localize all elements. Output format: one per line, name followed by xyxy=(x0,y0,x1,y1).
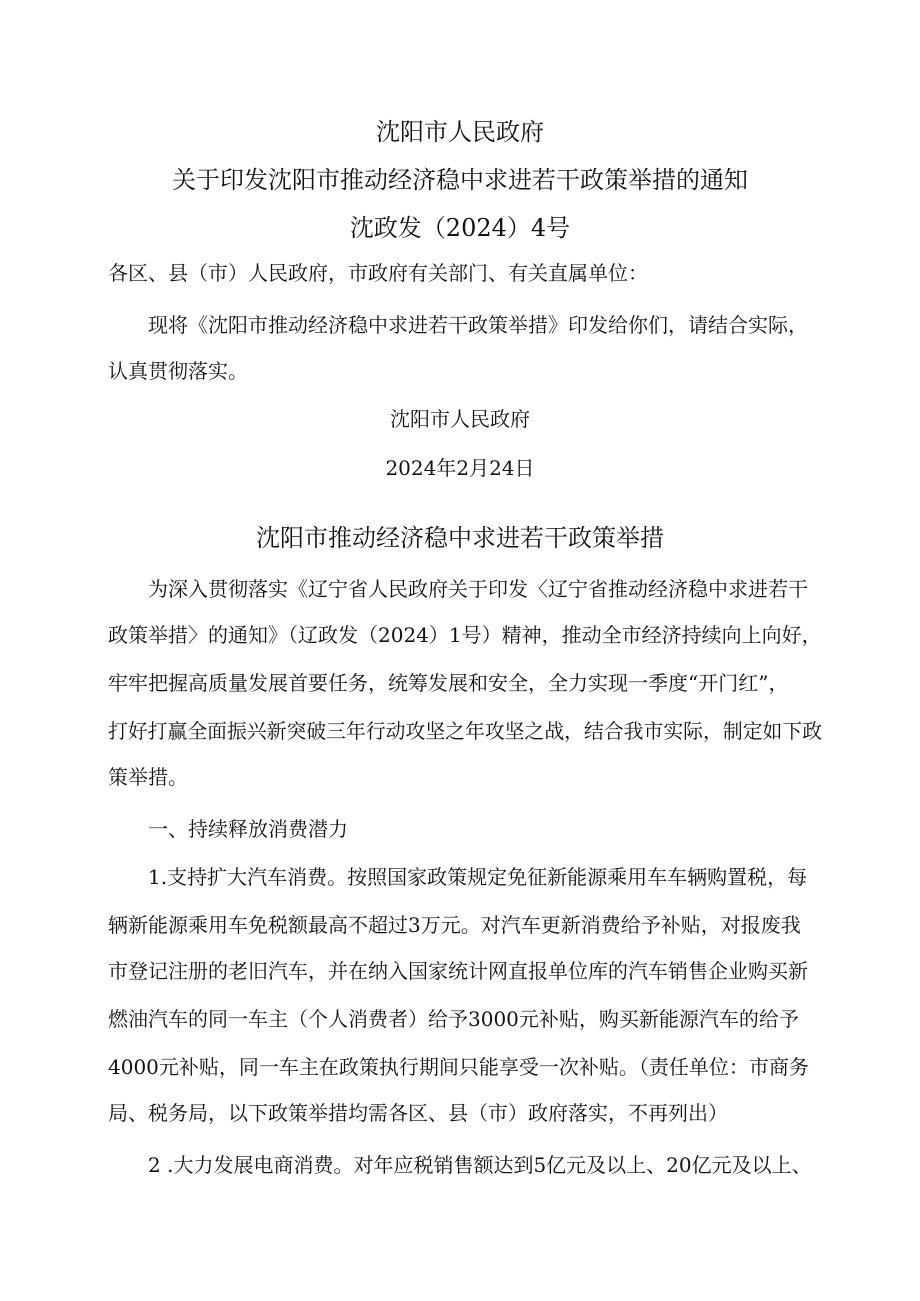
section-heading: 一、持续释放消费潜力 xyxy=(148,817,348,841)
intro-line: 打好打赢全面振兴新突破三年行动攻坚之年攻坚之战，结合我市实际，制定如下政 xyxy=(108,719,823,743)
item1-line: 局、税务局，以下政策举措均需各区、县（市）政府落实，不再列出） xyxy=(108,1101,728,1125)
intro-line: 政策举措〉的通知》（辽政发（2024）1号）精神，推动全市经济持续向上向好， xyxy=(108,623,822,647)
item1-line: 燃油汽车的同一车主（个人消费者）给予3000元补贴，购买新能源汽车的给予 xyxy=(108,1007,799,1031)
signature: 沈阳市人民政府 xyxy=(390,407,530,431)
item1-line: 市登记注册的老旧汽车，并在纳入国家统计网直报单位库的汽车销售企业购买新 xyxy=(108,959,808,983)
document-title: 关于印发沈阳市推动经济稳中求进若干政策举措的通知 xyxy=(172,166,748,194)
notice-body-line: 现将《沈阳市推动经济稳中求进若干政策举措》印发给你们，请结合实际， xyxy=(148,313,808,337)
measures-title: 沈阳市推动经济稳中求进若干政策举措 xyxy=(256,524,664,552)
item1-line: 1.支持扩大汽车消费。按照国家政策规定免征新能源乘用车车辆购置税，每 xyxy=(148,865,808,889)
item1-line: 4000元补贴，同一车主在政策执行期间只能享受一次补贴。（责任单位：市商务 xyxy=(108,1055,809,1079)
item2-line: 2 .大力发展电商消费。对年应税销售额达到5亿元及以上、20亿元及以上、 xyxy=(148,1153,812,1177)
notice-body-line: 认真贯彻落实。 xyxy=(108,359,248,383)
addressee: 各区、县（市）人民政府，市政府有关部门、有关直属单位： xyxy=(108,261,648,285)
document-number: 沈政发（2024）4号 xyxy=(349,214,571,242)
issuer-heading: 沈阳市人民政府 xyxy=(376,118,544,146)
intro-line: 牢牢把握高质量发展首要任务，统筹发展和安全，全力实现一季度“开门红”， xyxy=(108,671,789,695)
intro-line: 策举措。 xyxy=(108,765,188,789)
item1-line: 辆新能源乘用车免税额最高不超过3万元。对汽车更新消费给予补贴，对报废我 xyxy=(108,913,801,937)
issue-date: 2024年2月24日 xyxy=(385,456,535,480)
intro-line: 为深入贯彻落实《辽宁省人民政府关于印发〈辽宁省推动经济稳中求进若干 xyxy=(148,577,808,601)
